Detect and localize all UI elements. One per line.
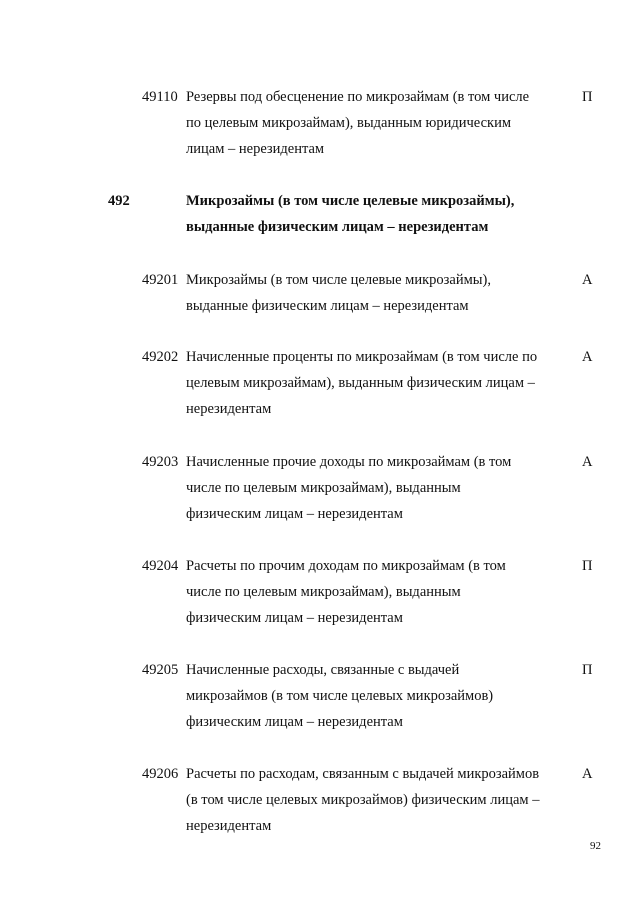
page-number: 92 xyxy=(590,840,601,852)
description-line: числе по целевым микрозаймам), выданным xyxy=(186,584,461,600)
description-line: физическим лицам – нерезидентам xyxy=(186,506,403,522)
description-line: физическим лицам – нерезидентам xyxy=(186,610,403,626)
description-line: целевым микрозаймам), выданным физическим лицам – xyxy=(186,375,535,391)
account-code: 49202 xyxy=(142,349,179,365)
description-line: нерезидентам xyxy=(186,818,272,834)
description-line: (в том числе целевых микрозаймов) физическим лицам – xyxy=(186,792,540,808)
account-code: 49203 xyxy=(142,454,179,470)
description-line: Расчеты по прочим доходам по микрозаймам (в том xyxy=(186,558,506,574)
account-type: А xyxy=(582,454,593,470)
account-code: 49201 xyxy=(142,272,179,288)
title-line: Микрозаймы (в том числе целевые микрозаймы), xyxy=(186,193,515,209)
account-description xyxy=(186,344,581,422)
account-description xyxy=(186,553,581,631)
account-description xyxy=(186,449,581,527)
description-line: по целевым микрозаймам), выданным юридическим xyxy=(186,115,512,131)
account-code: 49204 xyxy=(142,558,179,574)
description-line: Начисленные проценты по микрозаймам (в том числе по xyxy=(186,349,538,365)
description-line: Резервы под обесценение по микрозаймам (в том числе xyxy=(186,89,530,105)
description-line: Расчеты по расходам, связанным с выдачей микрозаймов xyxy=(186,766,540,782)
description-line: Микрозаймы (в том числе целевые микрозаймы), xyxy=(186,272,491,288)
description-line: числе по целевым микрозаймам), выданным xyxy=(186,480,461,496)
account-type: А xyxy=(582,272,593,288)
description-line: Начисленные расходы, связанные с выдачей xyxy=(186,662,460,678)
title-line: выданные физическим лицам – нерезидентам xyxy=(186,219,489,235)
description-line: выданные физическим лицам – нерезидентам xyxy=(186,298,469,314)
account-description xyxy=(186,657,581,735)
group-title xyxy=(186,188,581,240)
account-type: А xyxy=(582,766,593,782)
account-description xyxy=(186,84,581,162)
description-line: Начисленные прочие доходы по микрозаймам (в том xyxy=(186,454,512,470)
account-description xyxy=(186,761,581,839)
description-line: нерезидентам xyxy=(186,401,272,417)
group-code: 492 xyxy=(108,193,130,209)
account-type: А xyxy=(582,349,593,365)
account-code: 49205 xyxy=(142,662,179,678)
description-line: лицам – нерезидентам xyxy=(186,141,325,157)
account-type: П xyxy=(582,662,593,678)
description-line: микрозаймов (в том числе целевых микрозаймов) xyxy=(186,688,494,704)
account-type: П xyxy=(582,558,593,574)
description-line: физическим лицам – нерезидентам xyxy=(186,714,403,730)
account-code: 49206 xyxy=(142,766,179,782)
account-code: 49110 xyxy=(142,89,178,105)
account-type: П xyxy=(582,89,593,105)
account-description xyxy=(186,267,581,319)
